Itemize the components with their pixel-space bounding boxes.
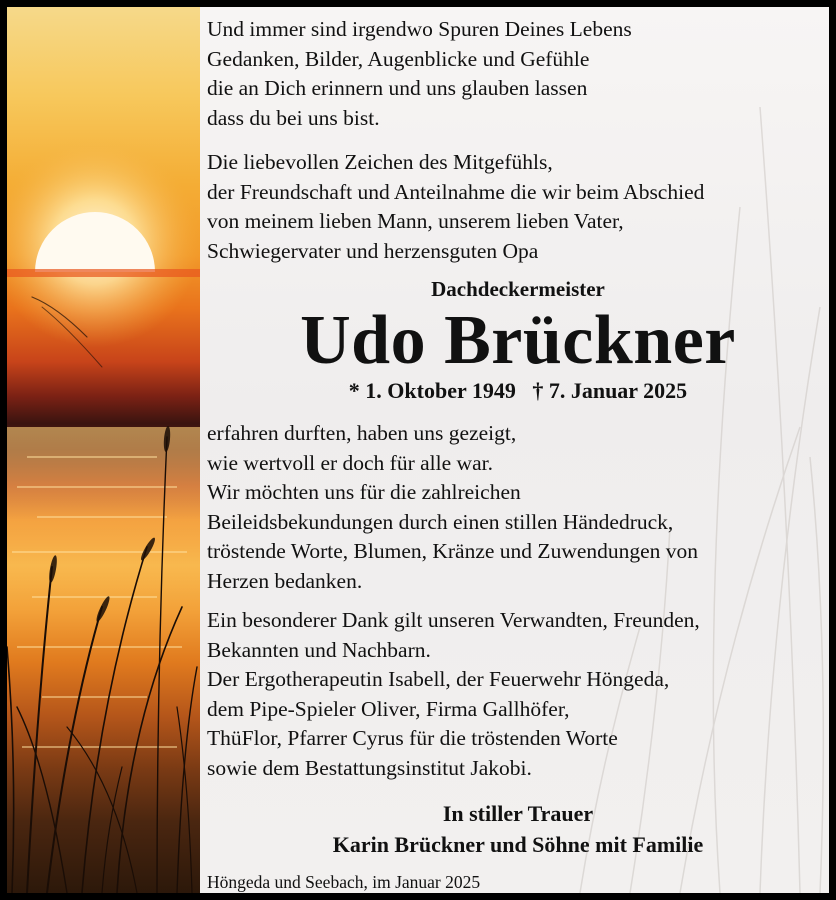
poem-line: Und immer sind irgendwo Spuren Deines Lebens — [207, 17, 632, 41]
text-line: Bekannten und Nachbarn. — [207, 637, 431, 662]
profession-title: Dachdeckermeister — [431, 277, 605, 301]
text-line: Die liebevollen Zeichen des Mitgefühls, — [207, 150, 553, 174]
text-line: Wir möchten uns für die zahlreichen — [207, 480, 521, 505]
text-line: ThüFlor, Pfarrer Cyrus für die tröstenden Worte — [207, 726, 618, 751]
sunset-photo — [7, 7, 200, 893]
intro-paragraph — [207, 148, 704, 266]
deceased-name: Udo Brückner — [300, 302, 736, 379]
text-line: Beileidsbekundungen durch einen stillen Händedruck, — [207, 509, 674, 534]
text-line: wie wertvoll er doch für alle war. — [207, 450, 493, 475]
poem-line: dass du bei uns bist. — [207, 105, 380, 130]
special-thanks-paragraph — [207, 606, 700, 784]
poem-line: Gedanken, Bilder, Augenblicke und Gefühle — [207, 46, 590, 71]
text-line: der Freundschaft und Anteilnahme die wir beim Abschied — [207, 179, 705, 204]
text-line: Schwiegervater und herzensguten Opa — [207, 238, 539, 263]
gratitude-paragraph — [207, 419, 698, 597]
text-line: Der Ergotherapeutin Isabell, der Feuerwehr Höngeda, — [207, 667, 670, 692]
text-line: Ein besonderer Dank gilt unseren Verwandten, Freunden, — [207, 608, 700, 632]
text-line: erfahren durften, haben uns gezeigt, — [207, 421, 517, 445]
text-line: von meinem lieben Mann, unserem lieben Vater, — [207, 209, 624, 234]
text-line: sowie dem Bestattungsinstitut Jakobi. — [207, 755, 532, 780]
life-dates: * 1. Oktober 1949 † 7. Januar 2025 — [348, 378, 688, 403]
text-line: Herzen bedanken. — [207, 568, 363, 593]
mourning-line: In stiller Trauer — [442, 801, 594, 826]
poem-stanza — [207, 15, 632, 133]
poem-line: die an Dich erinnern und uns glauben lassen — [207, 76, 588, 101]
text-line: tröstende Worte, Blumen, Kränze und Zuwendungen von — [207, 539, 699, 564]
sunset-reeds-illustration — [7, 7, 200, 893]
place-and-date: Höngeda und Seebach, im Januar 2025 — [207, 872, 481, 892]
family-signature: Karin Brückner und Söhne mit Familie — [332, 832, 704, 857]
text-line: dem Pipe-Spieler Oliver, Firma Gallhöfer, — [207, 696, 570, 721]
